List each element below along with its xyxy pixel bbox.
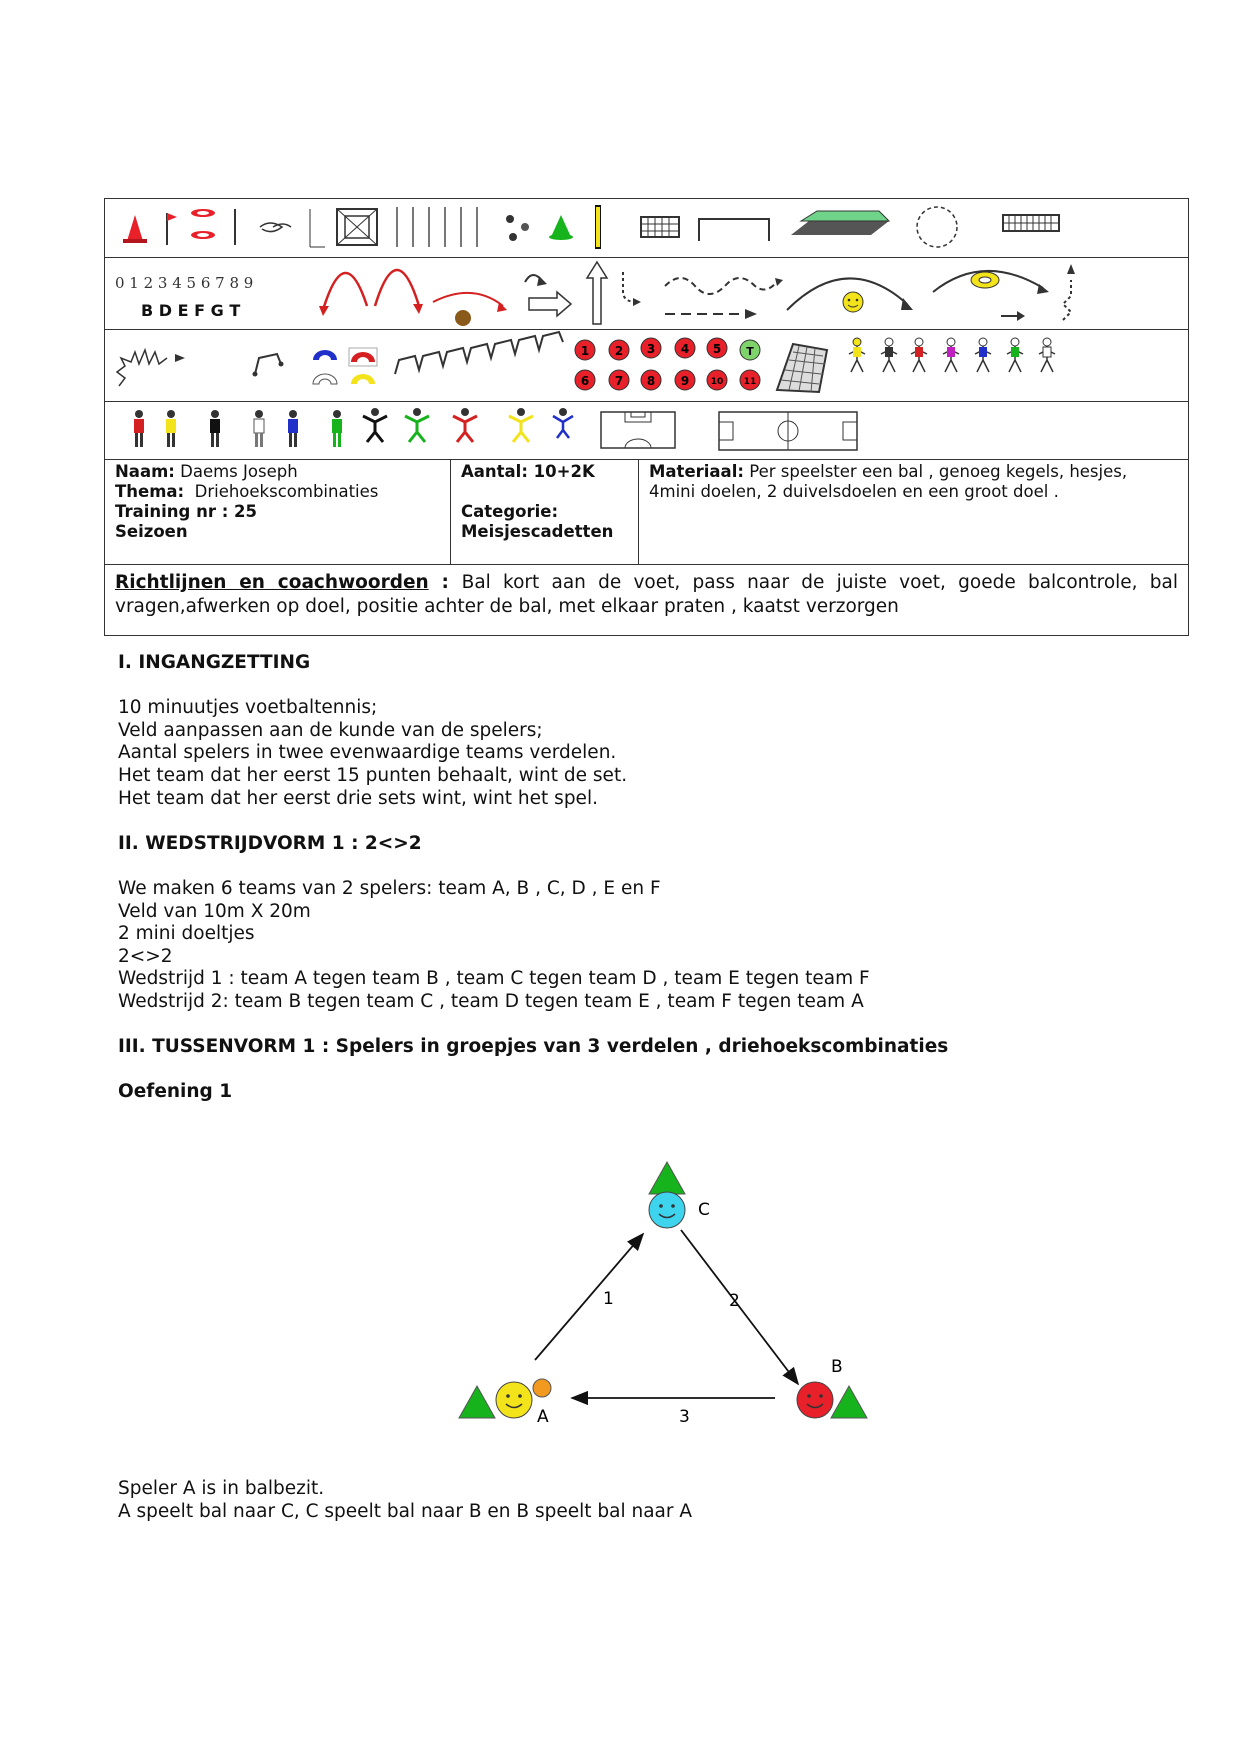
text-line: Aantal spelers in twee evenwaardige teams verdelen. — [118, 742, 617, 764]
red-hurdle-icon — [349, 348, 377, 384]
player-number: 9 — [680, 374, 690, 388]
guidelines-label: Richtlijnen en coachwoorden — [115, 572, 429, 593]
letters-legend: B D E F G T — [141, 301, 241, 320]
training-number: Training nr : 25 — [115, 502, 258, 521]
numbered-players-icon — [575, 338, 760, 390]
session-info-left — [105, 460, 451, 564]
icon-row-players — [105, 330, 1188, 402]
ball-dribble-arrow-icon — [433, 293, 507, 326]
goal-frame-icon — [699, 219, 769, 241]
mini-goal-icon — [641, 217, 679, 237]
half-pitch-icon — [601, 412, 675, 448]
text-line: 2<>2 — [118, 945, 173, 967]
player-number: 1 — [580, 344, 590, 358]
section-title-wedstrijdvorm: II. WEDSTRIJDVORM 1 : 2<>2 — [118, 832, 422, 854]
dashed-arrow-icon — [665, 309, 757, 319]
blue-hurdle-icon — [313, 350, 337, 384]
exercise-title: Oefening 1 — [118, 1081, 233, 1103]
balls-icon — [506, 215, 529, 241]
ball-icon — [533, 1379, 551, 1397]
square-obstacle-icon — [337, 209, 377, 245]
digits-legend: 0 1 2 3 4 5 6 7 8 9 — [115, 274, 254, 292]
cone-a-icon — [459, 1386, 495, 1418]
text-line: Het team dat her eerst drie sets wint, wint het spel. — [118, 787, 598, 809]
curved-pass-arrow-icon — [787, 278, 913, 312]
standing-players-icon — [134, 410, 342, 447]
goalkeepers-icon — [363, 408, 573, 442]
label-b: B — [831, 1357, 843, 1377]
big-goal-icon — [1003, 215, 1059, 231]
label-c: C — [698, 1200, 710, 1220]
icon-row-movements — [105, 258, 1188, 330]
text-line: Wedstrijd 1 : team A tegen team B , team C tegen team D , team E tegen team F — [118, 968, 870, 990]
player-number: 2 — [614, 344, 624, 358]
pass-label-3: 3 — [679, 1407, 690, 1427]
text-line: A speelt bal naar C, C speelt bal naar B en B speelt bal naar A — [118, 1500, 693, 1522]
exercise-description — [118, 1478, 1118, 1523]
triangle-combination-diagram — [455, 1150, 895, 1440]
session-info-row — [105, 460, 1188, 565]
guidelines-text: Bal kort aan de voet, pass naar de juiste voet, goede balcontrole, bal vragen,afwerken op doel, positie achter de bal, met elkaar praten , kaatst verzorgen — [115, 572, 1179, 617]
text-line: Veld aanpassen aan de kunde van de spelers; — [118, 719, 543, 741]
player-c-icon — [649, 1192, 685, 1228]
zigzag-run-icon — [117, 350, 185, 386]
player-number: T — [746, 345, 754, 358]
player-b-icon — [797, 1382, 833, 1418]
session-info-middle — [451, 460, 639, 564]
pass-label-1: 1 — [603, 1289, 614, 1309]
poles-row-icon — [397, 207, 477, 247]
coaching-guidelines — [105, 565, 1188, 635]
cone-b-icon — [831, 1386, 867, 1418]
session-header-table — [104, 198, 1189, 636]
green-field-icon — [791, 211, 889, 235]
player-a-icon — [496, 1382, 532, 1418]
section-title-tussenvorm: III. TUSSENVORM 1 : Spelers in groepjes van 3 verdelen , driehoekscombinaties — [118, 1036, 949, 1058]
text-line: 2 mini doeltjes — [118, 923, 255, 945]
guidelines-separator: : — [428, 572, 462, 593]
running-players-icon — [849, 338, 1055, 372]
naam-label: Naam: — [115, 462, 175, 481]
player-number: 3 — [646, 342, 656, 356]
thema-label: Thema: — [115, 482, 185, 501]
player-number: 6 — [580, 374, 590, 388]
label-a: A — [537, 1407, 549, 1427]
naam-value: Daems Joseph — [180, 462, 298, 481]
disc-cones-icon — [191, 209, 215, 239]
player-number: 7 — [614, 374, 624, 388]
session-info-right — [639, 460, 1188, 564]
seizoen-label: Seizoen — [115, 522, 188, 541]
dotted-up-zigzag-icon — [1063, 264, 1075, 320]
categorie-value: Meisjescadetten — [461, 522, 614, 541]
step-run-icon — [253, 354, 284, 377]
kick-net-icon — [777, 344, 827, 392]
aantal-label: Aantal: 10+2K — [461, 462, 595, 481]
multi-step-run-icon — [395, 332, 563, 374]
text-line: Veld van 10m X 20m — [118, 900, 311, 922]
player-number: 4 — [680, 342, 690, 356]
hat-cone-icon — [549, 215, 573, 240]
hollow-arrow-up-icon — [587, 262, 607, 324]
text-line: Speler A is in balbezit. — [118, 1478, 325, 1499]
circle-area-icon — [917, 207, 957, 247]
player-number: 5 — [712, 342, 722, 356]
icon-row-equipment — [105, 199, 1188, 258]
player-number: 11 — [743, 377, 757, 387]
section-title-ingangzetting: I. INGANGZETTING — [118, 652, 311, 673]
curved-shot-arrow-icon — [933, 271, 1049, 321]
dotted-turn-arrow-icon — [623, 272, 641, 306]
yellow-pole-icon — [595, 205, 601, 249]
text-line: We maken 6 teams van 2 spelers: team A, B , C, D , E en F — [118, 877, 661, 899]
text-line: Het team dat her eerst 15 punten behaalt, wint de set. — [118, 764, 628, 786]
categorie-label: Categorie: — [461, 502, 559, 521]
jump-arrows-icon — [319, 270, 423, 316]
cone-icon — [123, 215, 147, 243]
cone-c-icon — [649, 1162, 685, 1194]
text-line: 10 minuutjes voetbaltennis; — [118, 697, 378, 719]
thema-value: Driehoekscombinaties — [194, 482, 379, 501]
player-number: 10 — [710, 377, 724, 387]
pass-arrow-1 — [535, 1234, 643, 1360]
materiaal-value: Per speelster een bal , genoeg kegels, hesjes, 4mini doelen, 2 duivelsdoelen en een groot doel . — [649, 462, 1128, 501]
hollow-arrow-right-icon — [529, 292, 571, 316]
flag-icon — [167, 213, 177, 245]
text-line: Wedstrijd 2: team B tegen team C , team D tegen team E , team F tegen team A — [118, 990, 864, 1012]
player-number: 8 — [646, 374, 656, 388]
pass-label-2: 2 — [729, 1291, 740, 1311]
materiaal-label: Materiaal: — [649, 462, 744, 481]
hurdle-icon — [260, 209, 325, 247]
full-pitch-icon — [719, 412, 857, 450]
turn-arrow-icon — [525, 275, 547, 286]
training-content — [118, 652, 1118, 1104]
icon-row-kits-pitches — [105, 402, 1188, 460]
dashed-wave-arrow-icon — [665, 278, 783, 294]
